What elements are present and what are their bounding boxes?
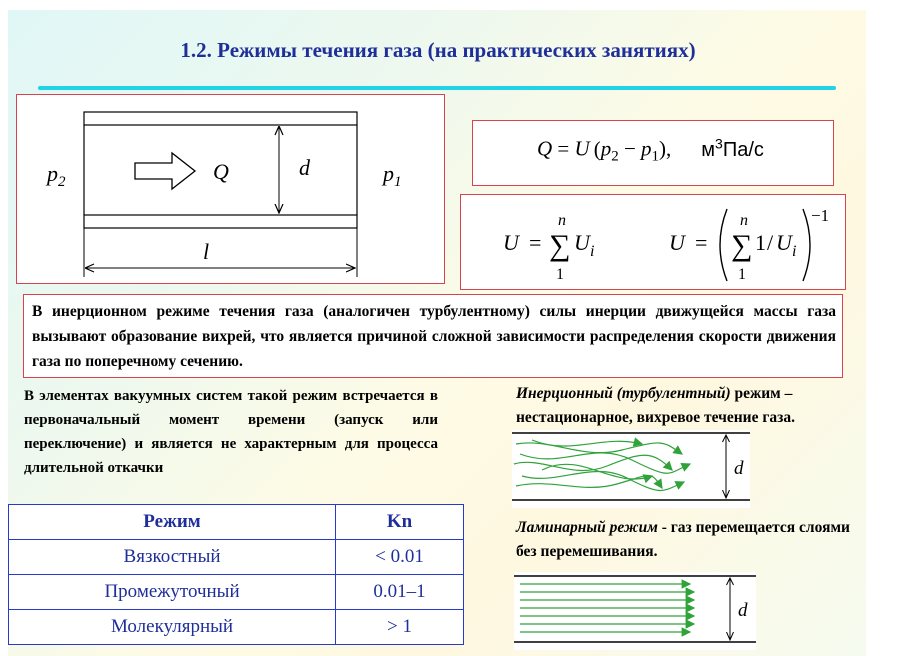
laminar-caption: Ламинарный режим - газ перемещается слоями без перемешивания. <box>516 519 850 560</box>
svg-text:U: U <box>776 230 792 255</box>
pipe-bottom-wall <box>84 215 357 228</box>
length-label: l <box>203 239 210 264</box>
regime-kn: < 0.01 <box>336 540 464 575</box>
conductance-formula-svg <box>461 195 847 291</box>
conductance-formula-box <box>460 194 846 290</box>
header-kn: Kn <box>336 505 464 540</box>
svg-text:U: U <box>503 230 519 255</box>
svg-text:1: 1 <box>556 266 564 283</box>
p-right-label: $p_1$ <box>383 161 402 190</box>
regime-name: Вязкостный <box>9 540 336 575</box>
laminar-flow-diagram <box>514 572 756 650</box>
left-paren-icon <box>720 209 727 281</box>
svg-text:−1: −1 <box>811 206 830 225</box>
svg-text:i: i <box>792 243 797 260</box>
vacuum-note: В элементах вакуумных систем такой режим встречается в первоначальный момент времени (запуск или переключение) и является не характерным для процесса длительной откачки <box>24 388 438 476</box>
p-left-label: $p_2$ <box>47 161 66 190</box>
table-row <box>9 540 464 575</box>
regime-kn: 0.01–1 <box>336 575 464 610</box>
svg-text:n: n <box>740 212 748 229</box>
flow-unit: $м^3Па/с$ <box>701 135 764 161</box>
inertial-note: В инерционном режиме течения газа (аналогичен турбулентному) силы инерции движущейся массы газа вызывают образование вихрей, что является причиной сложной зависимости распределения скорости движения газа по поперечному сечению. <box>32 303 836 370</box>
turbulent-caption: Инерционный (турбулентный) режим – нестационарное, вихревое течение газа. <box>516 385 795 426</box>
header-regime: Режим <box>9 505 336 540</box>
laminar-flow-svg <box>514 572 756 650</box>
svg-text:U: U <box>669 230 685 255</box>
turbulent-flow-diagram <box>512 430 750 508</box>
flow-label: Q <box>213 159 229 184</box>
svg-text:=: = <box>529 230 542 255</box>
pipe-svg <box>17 95 446 285</box>
pipe-diagram <box>16 94 445 284</box>
svg-text:d: d <box>734 458 744 479</box>
pipe-top-wall <box>84 112 357 125</box>
table-row <box>9 610 464 645</box>
svg-text:1: 1 <box>755 230 766 255</box>
svg-text:=: = <box>695 230 708 255</box>
svg-text:n: n <box>558 212 566 229</box>
sigma-icon: ∑ <box>549 229 571 262</box>
diameter-label: d <box>299 155 310 180</box>
svg-text:i: i <box>590 243 595 260</box>
right-paren-icon <box>803 209 810 281</box>
flow-formula-box <box>472 120 834 186</box>
sigma-icon: ∑ <box>731 229 753 262</box>
turbulent-streamlines <box>514 440 690 491</box>
regime-kn: > 1 <box>336 610 464 645</box>
flow-arrow-icon <box>135 153 195 189</box>
regime-table <box>8 504 464 645</box>
flow-formula: Q = U $(p_2 - p_1)$, $м^3Па/с$ <box>537 135 764 165</box>
inertial-note-box <box>23 294 843 378</box>
turbulent-flow-svg <box>512 430 750 508</box>
page-title: 1.2. Режимы течения газа (на практических занятиях) <box>180 38 696 62</box>
svg-text:U: U <box>574 230 590 255</box>
table-header-row <box>9 505 464 540</box>
svg-text:d: d <box>738 600 748 621</box>
svg-text:1: 1 <box>738 266 746 283</box>
title-underline <box>38 86 836 90</box>
regime-name: Промежуточный <box>9 575 336 610</box>
table-row <box>9 575 464 610</box>
regime-name: Молекулярный <box>9 610 336 645</box>
laminar-streamlines <box>520 584 694 632</box>
svg-text:/: / <box>767 230 774 255</box>
